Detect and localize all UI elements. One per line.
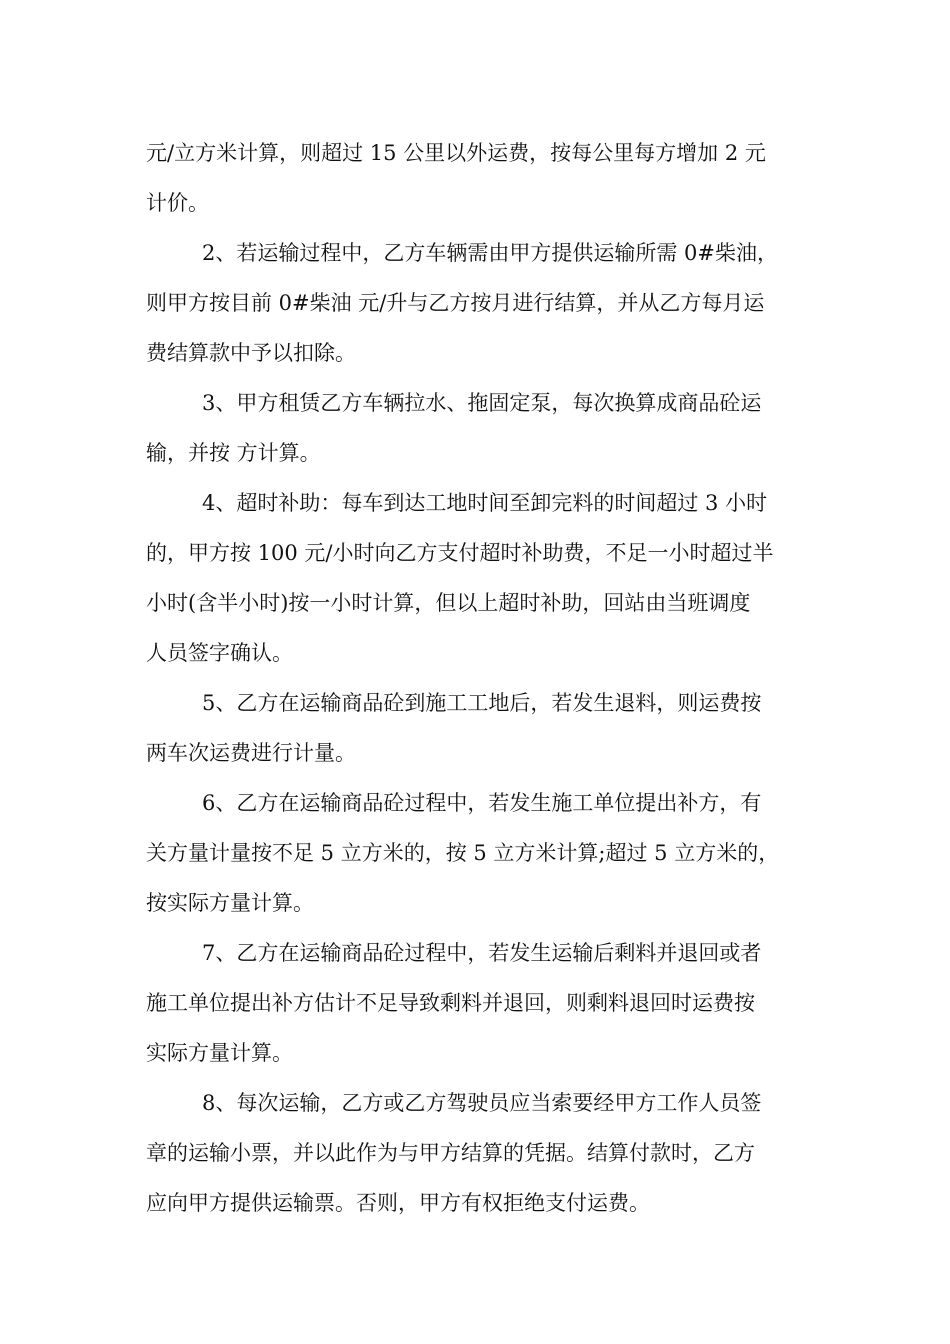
paragraph-item-8	[146, 1078, 806, 1228]
text-line: 2、若运输过程中，乙方车辆需由甲方提供运输所需 0#柴油，	[202, 241, 778, 265]
text-line: 章的运输小票，并以此作为与甲方结算的凭据。结算付款时，乙方	[146, 1141, 755, 1165]
text-line: 人员签字确认。	[146, 641, 293, 665]
text-line: 应向甲方提供运输票。否则，甲方有权拒绝支付运费。	[146, 1191, 650, 1215]
paragraph-item-3	[146, 378, 806, 478]
text-line: 计价。	[146, 191, 209, 215]
text-line: 6、乙方在运输商品砼过程中，若发生施工单位提出补方，有	[202, 791, 762, 815]
paragraph-item-7	[146, 928, 806, 1078]
text-line: 按实际方量计算。	[146, 891, 314, 915]
text-line: 费结算款中予以扣除。	[146, 341, 356, 365]
text-line: 5、乙方在运输商品砼到施工工地后，若发生退料，则运费按	[202, 691, 762, 715]
text-line: 8、每次运输，乙方或乙方驾驶员应当索要经甲方工作人员签	[202, 1091, 762, 1115]
text-line: 则甲方按目前 0#柴油 元/升与乙方按月进行结算，并从乙方每月运	[146, 291, 765, 315]
text-line: 元/立方米计算，则超过 15 公里以外运费，按每公里每方增加 2 元	[146, 141, 766, 165]
text-line: 实际方量计算。	[146, 1041, 293, 1065]
text-line: 施工单位提出补方估计不足导致剩料并退回，则剩料退回时运费按	[146, 991, 755, 1015]
text-line: 的，甲方按 100 元/小时向乙方支付超时补助费，不足一小时超过半	[146, 541, 774, 565]
text-line: 3、甲方租赁乙方车辆拉水、拖固定泵，每次换算成商品砼运	[202, 391, 762, 415]
paragraph-item-5	[146, 678, 806, 778]
paragraph-item-2	[146, 228, 806, 378]
text-line: 输，并按 方计算。	[146, 441, 321, 465]
paragraph-continuation	[146, 128, 806, 228]
text-line: 4、超时补助：每车到达工地时间至卸完料的时间超过 3 小时	[202, 491, 768, 515]
text-line: 小时(含半小时)按一小时计算，但以上超时补助，回站由当班调度	[146, 591, 751, 615]
document-body	[146, 128, 806, 1228]
text-line: 关方量计量按不足 5 立方米的，按 5 立方米计算;超过 5 立方米的，	[146, 841, 780, 865]
paragraph-item-6	[146, 778, 806, 928]
text-line: 两车次运费进行计量。	[146, 741, 356, 765]
text-line: 7、乙方在运输商品砼过程中，若发生运输后剩料并退回或者	[202, 941, 762, 965]
paragraph-item-4	[146, 478, 806, 678]
